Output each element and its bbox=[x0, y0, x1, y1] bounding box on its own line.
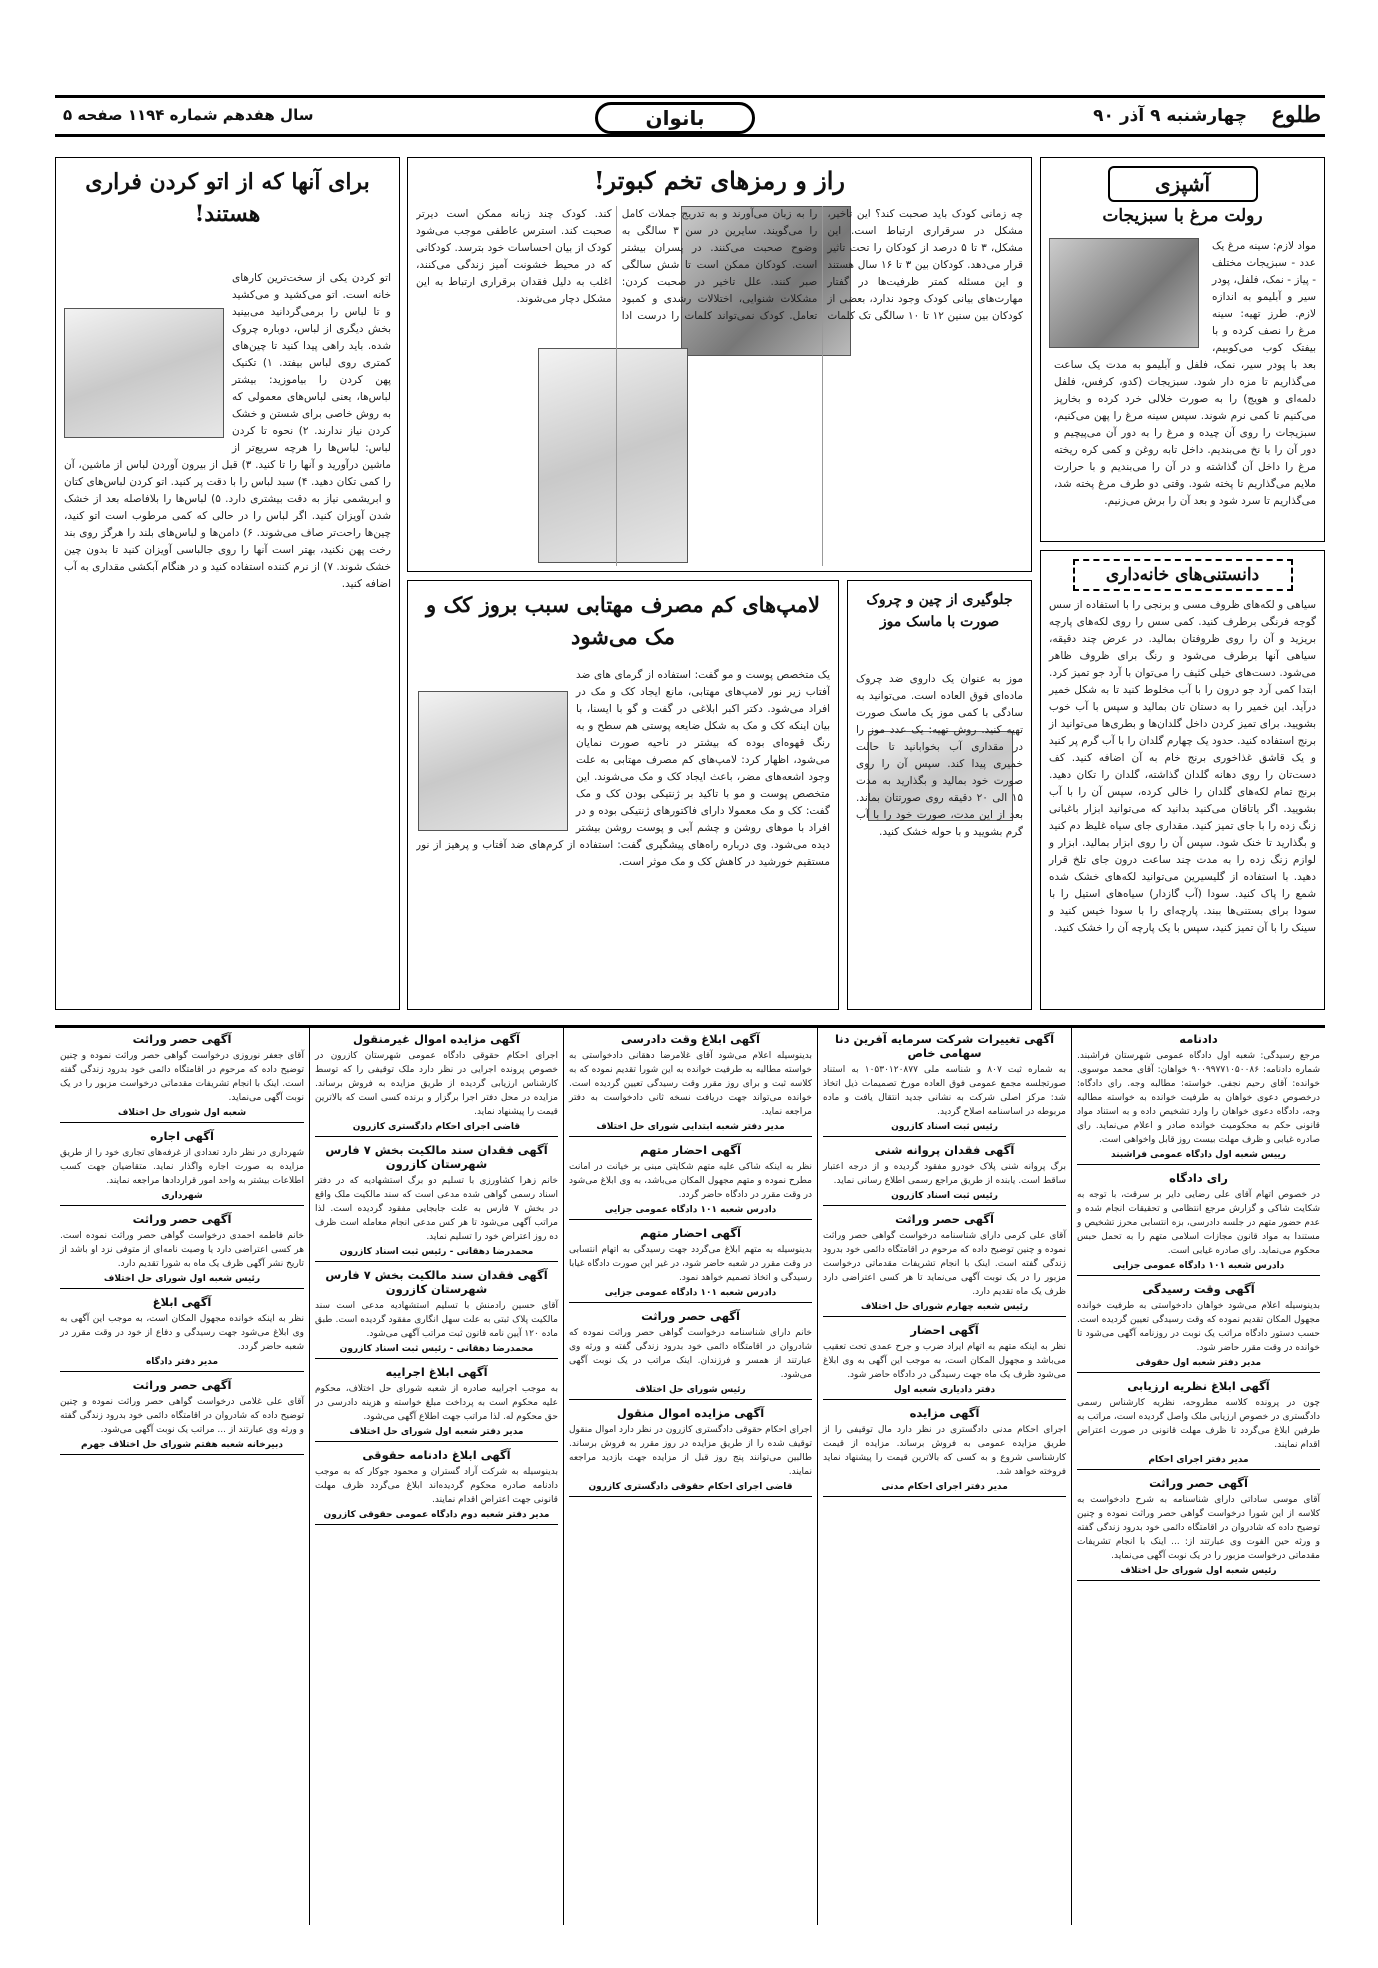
lamp-body: یک متخصص پوست و مو گفت: استفاده از گرمای های ضد آفتاب زیر نور لامپ‌های مهتابی، مانع ایجاد کک و مک در افراد می‌شود. دکتر اکبر ابلاغی در گفت و گو با ایسنا، با بیان اینکه کک و مک به شکل ضایعه پوستی هم سطح و به رنگ قهوه‌ای بوده که بیشتر در ناحیه صورت نمایان می‌شود، اظهار کرد: لامپ‌های کم مصرف مهتابی به علت وجود اشعه‌های مضر، باعث ایجاد کک و مک می‌شوند. این متخصص پوست و مو با تاکید بر ژنتیکی بودن کک و مک گفت: کک و مک معمولا دارای فاکتورهای ژنتیکی بوده و در افراد با موهای روشن و چشم آبی و پوست روشن بیشتر دیده می‌شود. وی درباره راه‌های پیشگیری گفت: استفاده از کرم‌های ضد آفتاب و پرهیز از نور مستقیم خورشید در کاهش کک و مک موثر است. bbox=[416, 669, 830, 868]
ad-signature: دفتر دادیاری شعبه اول bbox=[893, 1385, 996, 1395]
ad-text: خانم زهرا کشاورزی با تسلیم دو برگ استشهادیه که در دفتر اسناد رسمی گواهی شده مدعی است که سند مالکیت ملک واقع در بخش ۷ فارس به علت جابجایی مفقود گردیده است. لذا مراتب آگهی می‌شود تا هر کس مدعی انجام معامله است ظرف ده روز اعتراض خود را تسلیم نماید. bbox=[315, 1176, 558, 1242]
ad-signature: رئیس شعبه چهارم شورای حل اختلاف bbox=[860, 1302, 1029, 1312]
legal-ad bbox=[1077, 1282, 1320, 1373]
ironing-title: برای آنها که از اتو کردن فراری هستند! bbox=[85, 169, 370, 227]
ad-column bbox=[1071, 1028, 1325, 1925]
ad-text: اجرای احکام مدنی دادگستری در نظر دارد مال توقیفی را از طریق مزایده عمومی به فروش برساند. مزایده از قیمت کارشناسی شروع و به کسی که بالاترین قیمت را پیشنهاد نماید فروخته خواهد شد. bbox=[823, 1425, 1066, 1477]
ad-title: آگهی مزایده bbox=[909, 1406, 980, 1420]
ad-signature: مدیر دفتر دادگاه bbox=[145, 1357, 219, 1367]
ad-text: برگ پروانه شنی پلاک خودرو مفقود گردیده و از درجه اعتبار ساقط است. یابنده از طریق مراجع رسمی اطلاع رسانی نماید. bbox=[823, 1162, 1066, 1186]
ad-signature: دادرس شعبه ۱۰۱ دادگاه عمومی جزایی bbox=[604, 1288, 777, 1298]
cooking-article bbox=[1040, 157, 1325, 542]
ad-title: آگهی احضار متهم bbox=[640, 1226, 741, 1240]
legal-ad bbox=[60, 1032, 304, 1123]
ad-signature: رئیس ثبت اسناد کازرون bbox=[891, 1191, 998, 1201]
ad-signature: رییس شعبه اول دادگاه عمومی فراشبند bbox=[1111, 1150, 1286, 1160]
ad-title: آگهی حصر وراثت bbox=[132, 1032, 232, 1046]
legal-ad bbox=[569, 1226, 812, 1303]
cooking-body: مواد لازم: سینه مرغ یک عدد - سبزیجات مختلف - پیاز - نمک، فلفل، پودر سیر و آبلیمو به اندازه لازم. طرز تهیه: سینه مرغ را نصف کرده و با بیفتک کوب می‌کوبیم، بعد با پودر سیر، نمک، فلفل و آبلیمو به مدت یک ساعت می‌گذاریم تا مزه دار شود. سبزیجات (کدو، کرفس، فلفل دلمه‌ای و هویج) را به صورت خلالی خرد کرده و بخارپز می‌کنیم تا کمی نرم شوند. سپس سینه مرغ را پهن می‌کنیم، سبزیجات را روی آن چیده و مرغ را به دور آن می‌پیچیم و دور آن را با نخ می‌بندیم. داخل تابه روغن و کمی کره ریخته مرغ را داخل آن گذاشته و در آن را می‌بندیم و با حرارت ملایم می‌گذاریم تا پخته شود. وقتی دو طرف مرغ پخته شد، می‌گذاریم تا سرد شود و بعد آن را برش می‌زنیم. bbox=[1054, 240, 1316, 507]
ad-signature: رئیس ثبت اسناد کازرون bbox=[891, 1122, 998, 1132]
ad-column bbox=[817, 1028, 1071, 1925]
ad-title: آگهی تغییرات شرکت سرمایه آفرین دنا سهامی خاص bbox=[834, 1032, 1055, 1060]
household-article bbox=[1040, 550, 1325, 1010]
legal-ad bbox=[569, 1032, 812, 1137]
legal-ad bbox=[315, 1365, 558, 1442]
legal-ads-section bbox=[55, 1025, 1325, 1925]
legal-ad bbox=[823, 1143, 1066, 1206]
ad-text: مرجع رسیدگی: شعبه اول دادگاه عمومی شهرستان فراشبند. شماره دادنامه: ۹۰۰۹۹۷۷۱۰۵۰۰۸۶ خواهان: آقای محمد موسوی. خوانده: آقای رحیم نجفی. خواسته: مطالبه وجه. رای دادگاه: درخصوص دعوی خواهان به طرفیت خوانده به خواسته مطالبه وجه، دادگاه دعوی خواهان را وارد تشخیص داده و به استناد مواد قانونی حکم به محکومیت خوانده صادر و اعلام می‌نماید. رای صادره غیابی و ظرف مهلت بیست روز قابل واخواهی است. bbox=[1077, 1051, 1321, 1145]
ad-signature: دبیرخانه شعبه هفتم شورای حل اختلاف جهرم bbox=[81, 1440, 283, 1450]
legal-ad bbox=[569, 1406, 812, 1497]
ad-title: آگهی احضار متهم bbox=[640, 1143, 741, 1157]
legal-ad bbox=[569, 1143, 812, 1220]
ad-column bbox=[309, 1028, 563, 1925]
ad-text: بدینوسیله اعلام می‌شود خواهان دادخواستی به طرفیت خوانده مجهول المکان تقدیم نموده که وقت رسیدگی تعیین گردیده است. حسب دستور دادگاه مراتب یک نوبت در روزنامه آگهی می‌شود تا خوانده در وقت مقرر حاضر شود. bbox=[1077, 1301, 1320, 1353]
ad-title: آگهی ابلاغ bbox=[152, 1295, 212, 1309]
ad-title: آگهی حصر وراثت bbox=[1149, 1476, 1248, 1490]
masthead-date: چهارشنبه ۹ آذر ۹۰ bbox=[1093, 106, 1247, 126]
ad-title: آگهی فقدان سند مالکیت بخش ۷ فارس شهرستان کازرون bbox=[325, 1268, 548, 1296]
cooking-title: رولت مرغ با سبزیجات bbox=[1102, 206, 1263, 226]
ad-text: اجرای احکام حقوقی دادگاه عمومی شهرستان کازرون در خصوص پرونده اجرایی در نظر دارد ملک توقیفی را که توسط کارشناس ارزیابی گردیده از طریق مزایده به فروش برساند. مزایده در محل دفتر اجرا برگزار و برنده کسی است که بالاترین قیمت را پیشنهاد نماید. bbox=[315, 1051, 558, 1117]
legal-ad bbox=[823, 1406, 1066, 1497]
ad-signature: قاضی اجرای احکام حقوقی دادگستری کازرون bbox=[588, 1482, 793, 1492]
legal-ad bbox=[823, 1323, 1066, 1400]
ad-text: نظر به اینکه خوانده مجهول المکان است، به موجب این آگهی به وی ابلاغ می‌شود جهت رسیدگی و دفاع از خود در وقت مقرر در شعبه حاضر گردد. bbox=[60, 1314, 304, 1352]
ad-title: آگهی ابلاغ نظریه ارزیابی bbox=[1127, 1379, 1270, 1393]
ad-title: آگهی فقدان سند مالکیت بخش ۷ فارس شهرستان کازرون bbox=[325, 1143, 548, 1171]
ad-title: آگهی حصر وراثت bbox=[641, 1309, 740, 1323]
ad-text: اجرای احکام حقوقی دادگستری کازرون در نظر دارد اموال منقول توقیف شده را از طریق مزایده در روز مقرر به فروش برساند. طالبین می‌توانند پنج روز قبل از مزایده جهت بازدید مراجعه نمایند. bbox=[569, 1425, 812, 1477]
ad-text: نظر به اینکه شاکی علیه متهم شکایتی مبنی بر خیانت در امانت مطرح نموده و متهم مجهول المکان می‌باشد، به وی ابلاغ می‌شود در وقت مقرر در دادگاه حاضر گردد. bbox=[569, 1162, 812, 1200]
lamp-article bbox=[407, 580, 839, 1010]
legal-ad bbox=[823, 1212, 1066, 1317]
ad-title: آگهی حصر وراثت bbox=[132, 1212, 232, 1226]
ad-signature: رئیس شورای حل اختلاف bbox=[635, 1385, 746, 1395]
ad-signature: مدیر دفتر شعبه ابتدایی شورای حل اختلاف bbox=[596, 1122, 785, 1132]
ad-signature: مدیر دفتر شعبه اول حقوقی bbox=[1135, 1358, 1262, 1368]
ad-title: آگهی احضار bbox=[910, 1323, 979, 1337]
legal-ad bbox=[60, 1212, 304, 1289]
ad-text: خانم دارای شناسنامه درخواست گواهی حصر وراثت نموده که شادروان در اقامتگاه دائمی خود بدرود زندگی گفته و ورثه وی عبارتند از همسر و فرزندان. اینک مراتب در یک نوبت آگهی می‌شود. bbox=[569, 1328, 812, 1380]
legal-ad bbox=[315, 1032, 558, 1137]
masthead bbox=[55, 95, 1325, 137]
legal-ad bbox=[823, 1032, 1066, 1137]
pigeon-title: راز و رمزهای تخم کبوتر! bbox=[594, 166, 845, 195]
section-name: بانوان bbox=[595, 102, 755, 134]
household-body: سیاهی و لکه‌های ظروف مسی و برنجی را با استفاده از سس گوجه فرنگی برطرف کنید. کمی سس را روی لکه‌های پارچه بریزید و آن را روی ظروفتان بمالید. در عرض چند دقیقه، سیاهی آنها برطرف می‌شود و رنگ برای ظروف ظاهر می‌شود. دست‌های خیلی کثیف را می‌توان با آرد جو تمیز کرد. ابتدا کمی آرد جو درون را با آب مخلوط کنید تا به شکل خمیر درآید. این خمیر را به دستان تان بمالید و سپس با آب خوب بشویید. برای تمیز کردن داخل گلدان‌ها و بطری‌ها می‌توانید از برنج استفاده کنید. حدود یک چهارم گلدان را با آب گرم پر کنید و یک قاشق غذاخوری برنج خام به آن اضافه کنید. کف دست‌تان را روی دهانه گلدان گذاشته، گلدان را تکان دهید. برنج تمام لکه‌های گلدان را خالی کرده، سپس آن را با آب بشویید. اگر یاتاقان می‌کنید بدانید که می‌توانید ابزار باغبانی زنگ زده را با جای تمیز کنید. مقداری جای سیاه غلیظ دم کنید و بگذارید تا خنک شود. سپس آن را روی ابزار بمالید. ابزار و لوازم زنگ زده را به مدت چند ساعت درون جای تلخ قرار دهید. با استفاده از گلیسیرین می‌توانید لکه‌های خشک شده شمع را پاک کنید. سودا (آب گازدار) سیاه‌های استیل را با سودا برای بستنی‌ها ببند. پارچه‌ای را با سودا خیس کنید و سینک را با آن تمیز کنید، سپس با یک پارچه آن را خشک کنید. bbox=[1049, 599, 1316, 934]
ad-text: در خصوص اتهام آقای علی رضایی دایر بر سرقت، با توجه به شکایت شاکی و گزارش مرجع انتظامی و تحقیقات انجام شده و عدم حضور متهم در جلسه دادرسی، بزه انتسابی محرز تشخیص و مستندا به مواد قانون مجازات اسلامی متهم را به تحمل حبس محکوم می‌نماید. رای صادره غیابی است. bbox=[1077, 1190, 1320, 1256]
ad-signature: مدیر دفتر اجرای احکام bbox=[1148, 1455, 1249, 1465]
ad-column bbox=[563, 1028, 817, 1925]
ironing-body: اتو کردن یکی از سخت‌ترین کارهای خانه است. اتو می‌کشید و می‌کشید و تا لباس را برمی‌گردانید می‌بینید بخش دیگری از لباس، دوباره چروک شده. باید راهی پیدا کنید تا چین‌های کمتری روی لباس بیفتد. ۱) تکنیک پهن کردن را بیاموزید: بیشتر لباس‌ها، یعنی لباس‌های معمولی که به روش خاصی برای شستن و خشک کردن نیاز ندارند. ۲) نحوه تا کردن لباس: لباس‌ها را هرچه سریع‌تر از ماشین درآورید و آنها را تا کنید. ۳) قبل از بیرون آوردن لباس از ماشین، آن را کمی تکان دهید. ۴) سبد لباس را با دقت پر کنید. اتو کردن لباس‌های کتان و ابریشمی نیاز به دقت بیشتری دارد. ۵) لباس‌ها را بلافاصله بعد از خشک شدن آویزان کنید. اگر لباس را در حالی که کمی مرطوب است اتو کنید، چین‌ها راحت‌تر صاف می‌شوند. ۶) دامن‌ها و لباس‌های بلند را هرگز روی بند رخت پهن نکنید، بهتر است آنها را روی جالباسی آویزان کنید تا بدون چین خشک شوند. ۷) از نرم کننده استفاده کنید و در هنگام آبکشی مقداری به آب اضافه کنید. bbox=[64, 272, 391, 590]
legal-ad bbox=[60, 1295, 304, 1372]
legal-ad bbox=[569, 1309, 812, 1400]
ad-signature: رئیس شعبه اول شورای حل اختلاف bbox=[103, 1274, 261, 1284]
banana-article bbox=[847, 580, 1032, 1010]
ad-text: بدینوسیله به شرکت آراد گستران و محمود جوکار که به موجب دادنامه صادره محکوم گردیده‌اند ابلاغ می‌گردد ظرف مهلت قانونی جهت اعتراض اقدام نمایند. bbox=[315, 1467, 558, 1505]
legal-ad bbox=[60, 1129, 304, 1206]
legal-ad bbox=[315, 1143, 558, 1262]
ad-signature: مدیر دفتر شعبه دوم دادگاه عمومی حقوقی کازرون bbox=[323, 1510, 550, 1520]
masthead-logo: طلوع bbox=[1271, 102, 1321, 128]
ad-text: آقای علی غلامی درخواست گواهی حصر وراثت نموده و چنین توضیح داده که شادروان در اقامتگاه دائمی خود بدرود زندگی گفته و ورثه وی عبارتند از ... مراتب یک نوبت آگهی می‌شود. bbox=[60, 1397, 304, 1435]
ironing-article bbox=[55, 157, 400, 1010]
ad-signature: مدیر دفتر شعبه اول شورای حل اختلاف bbox=[349, 1427, 524, 1437]
ad-signature: دادرس شعبه ۱۰۱ دادگاه عمومی جزایی bbox=[1112, 1261, 1285, 1271]
lamp-title: لامپ‌های کم مصرف مهتابی سبب بروز کک و مک می‌شود bbox=[426, 592, 820, 649]
ad-text: به شماره ثبت ۸۰۷ و شناسه ملی ۱۰۵۳۰۱۲۰۸۷۷ به استناد صورتجلسه مجمع عمومی فوق العاده مورخ تصمیمات ذیل اتخاذ شد: مرکز اصلی شرکت به نشانی جدید انتقال یافت و ماده مربوطه در اساسنامه اصلاح گردید. bbox=[823, 1065, 1066, 1117]
ad-text: آقای حسین رادمنش با تسلیم استشهادیه مدعی است سند مالکیت پلاک ثبتی به علت سهل انگاری مفقود گردیده است. طبق ماده ۱۲۰ آیین نامه قانون ثبت مراتب آگهی می‌شود. bbox=[315, 1301, 558, 1339]
ad-title: دادنامه bbox=[1179, 1032, 1218, 1046]
ad-title: آگهی وقت رسیدگی bbox=[1142, 1282, 1255, 1296]
ad-text: چون در پرونده کلاسه مطروحه، نظریه کارشناس رسمی دادگستری در خصوص ارزیابی ملک واصل گردیده است، مراتب به طرفین ابلاغ می‌گردد تا ظرف مهلت قانونی در صورت اعتراض اقدام نمایند. bbox=[1077, 1398, 1320, 1450]
legal-ad bbox=[1077, 1032, 1320, 1165]
ad-text: آقای جعفر نوروزی درخواست گواهی حصر وراثت نموده و چنین توضیح داده که مرحوم در اقامتگاه دائمی خود بدرود زندگی گفته است. اینک با انجام تشریفات مقدماتی درخواست مزبور را در یک نوبت آگهی می‌نماید. bbox=[60, 1051, 304, 1103]
legal-ad bbox=[1077, 1379, 1320, 1470]
legal-ad bbox=[315, 1448, 558, 1525]
banana-title: جلوگیری از چین و چروک صورت با ماسک موز bbox=[866, 592, 1013, 630]
pigeon-body: چه زمانی کودک باید صحبت کند؟ این تاخیر، مشکل در سرقراری ارتباط است. این مشکل، ۳ تا ۵ درصد از کودکان را تحت تاثیر قرار می‌دهد. کودکان بین ۳ تا ۱۶ سال هستند و این مسئله کمتر ظرفیت‌ها در گفتار مهارت‌های بیانی کودک وجود ندارد، بعضی از کودکان بین سنین ۱۲ تا ۱۰ سالگی تک کلمات را به زبان می‌آورند و به تدریج جملات کامل را می‌گویند. سایرین در سن ۳ سالگی به وضوح صحبت می‌کنند. در پسران بیشتر است. کودکان ممکن است تا شش سالگی صبر کنند. علل تاخیر در صحبت کردن: مشکلات شنوایی، اختلالات رشدی و کمبود تعامل. کودک نمی‌تواند کلمات را درست ادا کند. کودک چند زبانه ممکن است دیرتر صحبت کند. استرس عاطفی موجب می‌شود کودک از بیان احساسات خود بترسد. کودکانی که در محیط خشونت آمیز زندگی می‌کنند، اغلب به دلیل فقدان برقراری ارتباط به این مشکل دچار می‌شوند. bbox=[416, 208, 1023, 322]
banana-body: موز به عنوان یک داروی ضد چروک ماده‌ای فوق العاده است. می‌توانید به سادگی با کمی موز یک ماسک صورت تهیه کنید. روش تهیه: یک عدد موز را در مقداری آب بخوابانید تا حالت خمیری پیدا کند. سپس آن را روی صورت خود بمالید و بگذارید به مدت ۱۵ الی ۲۰ دقیقه روی صورتتان بماند. بعد از این مدت، صورت خود را با آب گرم بشویید و با حوله خشک کنید. bbox=[856, 673, 1023, 838]
ad-text: شهرداری در نظر دارد تعدادی از غرفه‌های تجاری خود را از طریق مزایده به صورت اجاره واگذار نماید. متقاضیان جهت کسب اطلاعات بیشتر به واحد امور قراردادها مراجعه نمایند. bbox=[60, 1148, 304, 1186]
legal-ad bbox=[1077, 1171, 1320, 1276]
legal-ad bbox=[60, 1378, 304, 1455]
ad-signature: قاضی اجرای احکام دادگستری کازرون bbox=[352, 1122, 521, 1132]
issue-info: سال هفدهم شماره ۱۱۹۴ صفحه ۵ bbox=[63, 106, 314, 124]
ad-title: آگهی مزایده اموال منقول bbox=[616, 1406, 765, 1420]
ad-signature: مدیر دفتر اجرای احکام مدنی bbox=[881, 1482, 1008, 1492]
ad-title: آگهی حصر وراثت bbox=[132, 1378, 232, 1392]
ad-text: بدینوسیله اعلام می‌شود آقای غلامرضا دهقانی دادخواستی به خواسته مطالبه به طرفیت خوانده به این شورا تقدیم نموده که به کلاسه ثبت و برای روز مقرر وقت رسیدگی تعیین گردیده است. خوانده می‌تواند جهت دریافت نسخه ثانی دادخواست به دفتر مراجعه نماید. bbox=[569, 1051, 812, 1117]
ad-column bbox=[55, 1028, 309, 1925]
ad-text: خانم فاطمه احمدی درخواست گواهی حصر وراثت نموده است. هر کسی اعتراضی دارد یا وصیت نامه‌ای از متوفی نزد او باشد از تاریخ نشر آگهی ظرف یک ماه به شورا تقدیم دارد. bbox=[60, 1231, 304, 1269]
legal-ad bbox=[1077, 1476, 1320, 1581]
cooking-heading: آشپزی bbox=[1108, 166, 1258, 202]
ad-title: آگهی فقدان پروانه شنی bbox=[874, 1143, 1015, 1157]
ad-text: به موجب اجراییه صادره از شعبه شورای حل اختلاف، محکوم علیه محکوم است به پرداخت مبلغ خواسته و هزینه دادرسی در حق محکوم له. لذا مراتب جهت اطلاع آگهی می‌شود. bbox=[315, 1384, 558, 1422]
ad-title: رای دادگاه bbox=[1169, 1171, 1228, 1185]
ad-title: آگهی ابلاغ اجراییه bbox=[385, 1365, 488, 1379]
ad-signature: رئیس شعبه اول شورای حل اختلاف bbox=[1120, 1566, 1277, 1576]
ad-title: آگهی اجاره bbox=[150, 1129, 214, 1143]
household-heading: دانستنی‌های خانه‌داری bbox=[1073, 559, 1293, 591]
ad-signature: دادرس شعبه ۱۰۱ دادگاه عمومی جزایی bbox=[604, 1205, 777, 1215]
ad-signature: شعبه اول شورای حل اختلاف bbox=[117, 1108, 247, 1118]
ad-title: آگهی حصر وراثت bbox=[895, 1212, 994, 1226]
newspaper-page bbox=[55, 95, 1325, 1935]
ad-signature: محمدرضا دهقانی - رئیس ثبت اسناد کازرون bbox=[339, 1247, 534, 1257]
ad-signature: شهرداری bbox=[161, 1191, 203, 1201]
ad-title: آگهی مزایده اموال غیرمنقول bbox=[352, 1032, 520, 1046]
legal-ad bbox=[315, 1268, 558, 1359]
ad-text: آقای علی کرمی دارای شناسنامه درخواست گواهی حصر وراثت نموده و چنین توضیح داده که مرحوم در اقامتگاه دائمی خود بدرود زندگی گفته است. اینک با انجام تشریفات مقدماتی درخواست مزبور را در یک نوبت آگهی می‌نماید تا هر کسی اعتراضی دارد ظرف یک ماه تقدیم دارد. bbox=[823, 1231, 1066, 1297]
ad-text: بدینوسیله به متهم ابلاغ می‌گردد جهت رسیدگی به اتهام انتسابی در وقت مقرر در شعبه حاضر شود، در غیر این صورت دادگاه غیابا رسیدگی و اتخاذ تصمیم خواهد نمود. bbox=[569, 1245, 812, 1283]
ad-title: آگهی ابلاغ دادنامه حقوقی bbox=[362, 1448, 511, 1462]
ad-text: آقای موسی ساداتی دارای شناسنامه به شرح دادخواست به کلاسه از این شورا درخواست گواهی حصر وراثت نموده و چنین توضیح داده که شادروان در اقامتگاه دائمی خود بدرود زندگی گفته و ورثه حین الفوت وی عبارتند از: ... اینک با انجام تشریفات مقدماتی درخواست مزبور را در یک نوبت آگهی می‌نماید. bbox=[1077, 1495, 1320, 1561]
pigeon-article bbox=[407, 157, 1032, 572]
ad-text: نظر به اینکه متهم به اتهام ایراد ضرب و جرح عمدی تحت تعقیب می‌باشد و مجهول المکان است، به موجب این آگهی به وی ابلاغ می‌شود ظرف یک ماه جهت رسیدگی در دادگاه حاضر شود. bbox=[823, 1342, 1066, 1380]
ad-signature: محمدرضا دهقانی - رئیس ثبت اسناد کازرون bbox=[339, 1344, 534, 1354]
ad-title: آگهی ابلاغ وقت دادرسی bbox=[621, 1032, 760, 1046]
